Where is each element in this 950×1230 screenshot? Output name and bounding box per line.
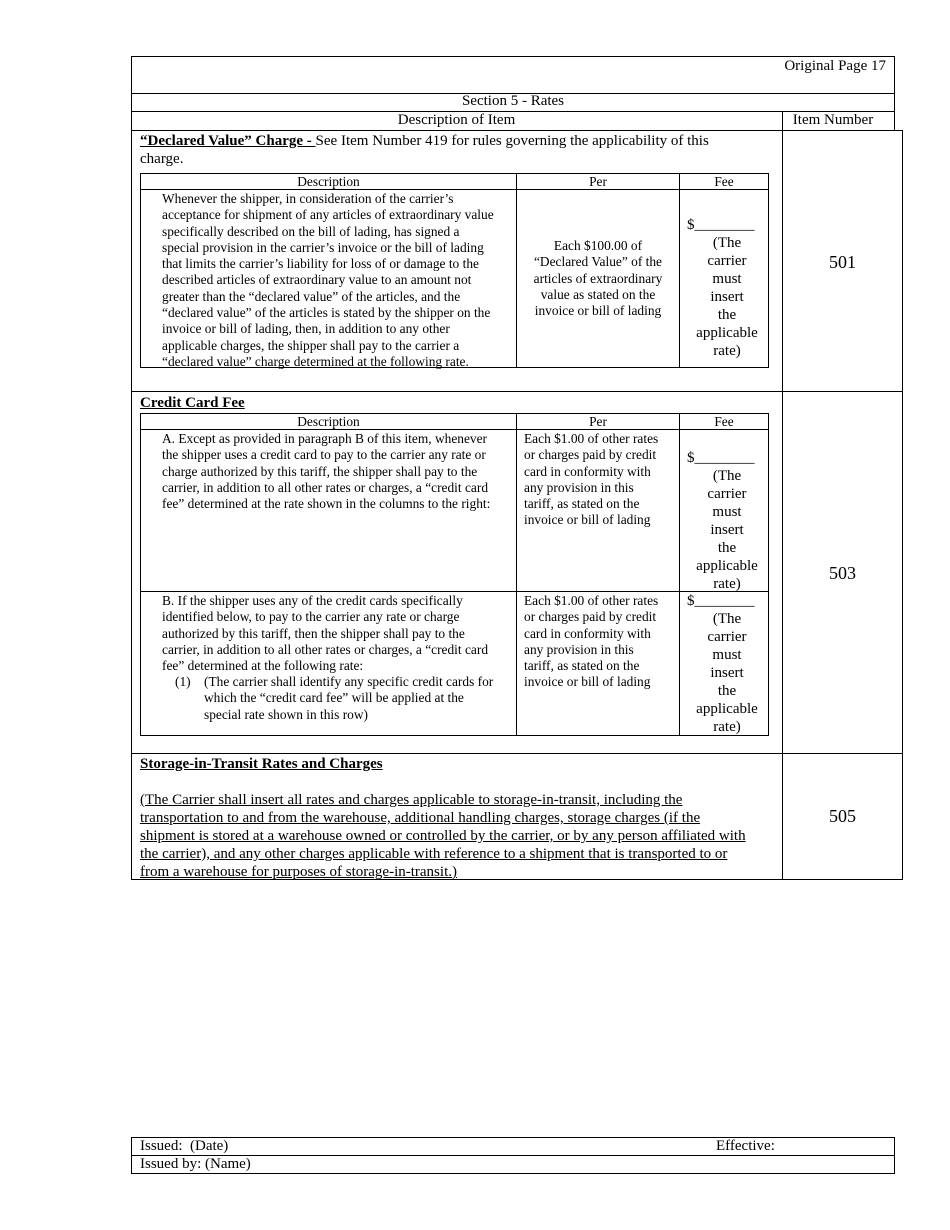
item-505-body-line: shipment is stored at a warehouse owned or controlled by the carrier, or by any person affiliated with [140, 828, 746, 844]
item-501-fee-line: must [712, 271, 742, 287]
item-503-row-b-fee-line: rate) [713, 719, 741, 735]
item-503-row-a-fee-line: rate) [713, 576, 741, 592]
item-501-title: “Declared Value” Charge - [140, 133, 316, 149]
item-503-row-a-fee-line: applicable [696, 558, 758, 574]
item-501-per-line: “Declared Value” of the [533, 254, 662, 270]
item-501-fee-line: insert [710, 289, 744, 305]
item-501-desc-line: specifically described on the bill of lading, has signed a [162, 223, 460, 239]
item-501-fee-line: the [717, 307, 737, 323]
item-503-row-a-desc-line: the shipper uses a credit card to pay to the carrier any rate or [162, 447, 486, 463]
item-503-row-a-fee-line: (The [712, 468, 742, 484]
item-501-intro-line: See Item Number 419 for rules governing the applicability of this [315, 133, 709, 149]
footer-issued: Issued: (Date) [140, 1138, 229, 1154]
item-501-description [162, 191, 514, 370]
item-503-row-a-per-line: Each $1.00 of other rates [524, 431, 659, 446]
item-505-body-line: (The Carrier shall insert all rates and charges applicable to storage-in-transit, including the [140, 792, 683, 808]
footer-issued-by: Issued by: (Name) [140, 1156, 251, 1172]
row-divider-501-503 [131, 391, 903, 392]
item-503-row-b-desc-line: fee” determined at the following rate: [162, 658, 364, 674]
item-503-row-a-description [162, 431, 514, 512]
item-503-row-b-fee-line: applicable [696, 701, 758, 717]
item-505-number: 505 [829, 806, 856, 826]
column-header-item-number: Item Number [792, 112, 874, 128]
item-503-row-a-per-line: tariff, as stated on the [524, 496, 640, 512]
item-501-th-per: Per [589, 174, 607, 189]
item-501-desc-line: acceptance for shipment of any articles of extraordinary value [162, 207, 494, 223]
item-505-body-line: from a warehouse for purposes of storage-in-transit.) [140, 864, 457, 880]
item-503-row-a-per [524, 431, 678, 529]
item-503-row-a-per-line: or charges paid by credit [524, 447, 657, 463]
item-501-fee-line: rate) [713, 343, 741, 359]
item-501-desc-line: applicable charges, the shipper shall pay to the carrier a [162, 337, 460, 353]
item-503-row-b-desc-line: B. If the shipper uses any of the credit cards specifically [162, 593, 463, 608]
item-505-body [140, 791, 781, 881]
item-503-row-b-sub-line: (The carrier shall identify any specific credit cards for [204, 674, 494, 689]
item-505-body-line: the carrier), and any other charges applicable with reference to a shipment that is transported to or [140, 846, 728, 862]
item-503-row-b-per [524, 593, 678, 691]
item-503-col-divider [516, 413, 517, 736]
item-501-fee-line: carrier [707, 253, 747, 269]
item-503-row-b-per-line: card in conformity with [524, 625, 651, 641]
item-503-row-b-fee-blank: $________ [687, 593, 755, 609]
item-503-row-a-desc-line: charge authorized by this tariff, the shipper shall pay to the [162, 463, 478, 479]
item-501-desc-line: “declared value” charge determined at the following rate. [162, 353, 469, 369]
item-501-th-description: Description [297, 174, 360, 189]
item-503-row-line [140, 591, 769, 592]
item-503-col-divider [679, 413, 680, 736]
item-503-row-a-fee-line: the [717, 540, 737, 556]
item-501-per-line: invoice or bill of lading [534, 303, 662, 319]
item-503-row-b-fee-line: (The [712, 611, 742, 627]
item-503-th-description: Description [297, 414, 360, 429]
item-503-row-b-per-line: or charges paid by credit [524, 609, 657, 625]
item-503-row-b-per-line: invoice or bill of lading [524, 674, 651, 690]
item-505-body-line: transportation to and from the warehouse, additional handling charges, storage charges (if the [140, 810, 701, 826]
item-501-fee-blank: $________ [687, 217, 755, 233]
item-503-row-b-sub-item [204, 674, 516, 723]
item-503-row-a-desc-line: fee” determined at the rate shown in the columns to the right: [162, 496, 491, 512]
item-503-row-b-fee-line: must [712, 647, 742, 663]
item-501-desc-line: described articles of extraordinary value to an amount not [162, 272, 472, 288]
item-503-th-fee: Fee [714, 414, 734, 429]
column-header-description: Description of Item [397, 112, 516, 128]
item-503-row-b-per-line: any provision in this [524, 641, 634, 657]
item-503-th-per: Per [589, 414, 607, 429]
item-503-row-a-per-line: card in conformity with [524, 463, 651, 479]
item-503-row-b-sub-number: (1) [175, 674, 191, 689]
item-501-desc-line: Whenever the shipper, in consideration of the carrier’s [162, 191, 454, 206]
item-501-desc-line: special provision in the carrier’s invoice or the bill of lading [162, 239, 484, 255]
item-501-per-line: Each $100.00 of [553, 238, 643, 253]
item-503-title-text: Credit Card Fee [140, 395, 245, 411]
item-501-col-divider [679, 173, 680, 368]
item-503-row-a-per-line: any provision in this [524, 479, 634, 495]
item-503-row-b-fee-line: carrier [707, 629, 747, 645]
item-503-row-b-per-line: Each $1.00 of other rates [524, 593, 659, 608]
item-501-fee-line: (The [712, 235, 742, 251]
item-503-row-b-fee-line: insert [710, 665, 744, 681]
item-503-title [140, 394, 245, 412]
item-503-row-a-desc-line: carrier, in addition to all other rates or charges, a “credit card [162, 479, 489, 495]
item-503-row-b-fee-line: the [717, 683, 737, 699]
item-503-row-a-per-line: invoice or bill of lading [524, 512, 651, 528]
item-column-divider [782, 130, 783, 880]
item-503-row-a-fee-blank: $________ [687, 450, 755, 466]
item-503-row-a-desc-line: A. Except as provided in paragraph B of this item, whenever [162, 431, 487, 446]
item-503-row-a-fee-line: insert [710, 522, 744, 538]
item-503-row-a-fee-line: must [712, 504, 742, 520]
section-title: Section 5 - Rates [461, 93, 565, 109]
page-label: Original Page 17 [784, 58, 886, 74]
item-501-per-line: value as stated on the [540, 286, 656, 302]
item-503-row-b-sub-line: special rate shown in this row) [204, 706, 368, 722]
item-501-desc-line: “declared value” of the articles is stated by the shipper on the [162, 305, 491, 321]
item-501-fee [687, 216, 767, 360]
item-503-row-b-per-line: tariff, as stated on the [524, 658, 640, 674]
item-503-number: 503 [829, 563, 856, 583]
item-501-desc-line: greater than the “declared value” of the articles, and the [162, 288, 461, 304]
item-503-row-b-fee [687, 592, 767, 736]
item-503-row-a-fee-line: carrier [707, 486, 747, 502]
item-503-row-b-desc-line: identified below, to pay to the carrier any rate or charge [162, 609, 460, 625]
item-501-th-fee: Fee [714, 174, 734, 189]
item-501-number: 501 [829, 252, 856, 272]
item-503-row-a-fee [687, 449, 767, 593]
row-divider-503-505 [131, 753, 903, 754]
item-501-intro [140, 132, 780, 168]
item-501-desc-line: invoice or bill of lading, then, in addition to any other [162, 321, 450, 337]
item-503-row-b-desc-line: authorized by this tariff, then the shipper shall pay to the [162, 625, 465, 641]
item-503-row-b-desc-line: carrier, in addition to all other rates or charges, a “credit card [162, 641, 489, 657]
item-501-fee-line: applicable [696, 325, 758, 341]
item-501-per-line: articles of extraordinary [533, 270, 663, 286]
item-501-per [517, 238, 679, 319]
item-505-title [140, 755, 383, 773]
item-501-desc-line: that limits the carrier’s liability for loss of or damage to the [162, 256, 479, 272]
item-503-row-b-sub-line: which the “credit card fee” will be applied at the [204, 690, 464, 706]
footer-effective: Effective: [716, 1138, 775, 1154]
item-503-row-b-description [162, 593, 514, 674]
item-505-title-text: Storage-in-Transit Rates and Charges [140, 756, 383, 772]
item-501-intro-line: charge. [140, 151, 184, 167]
